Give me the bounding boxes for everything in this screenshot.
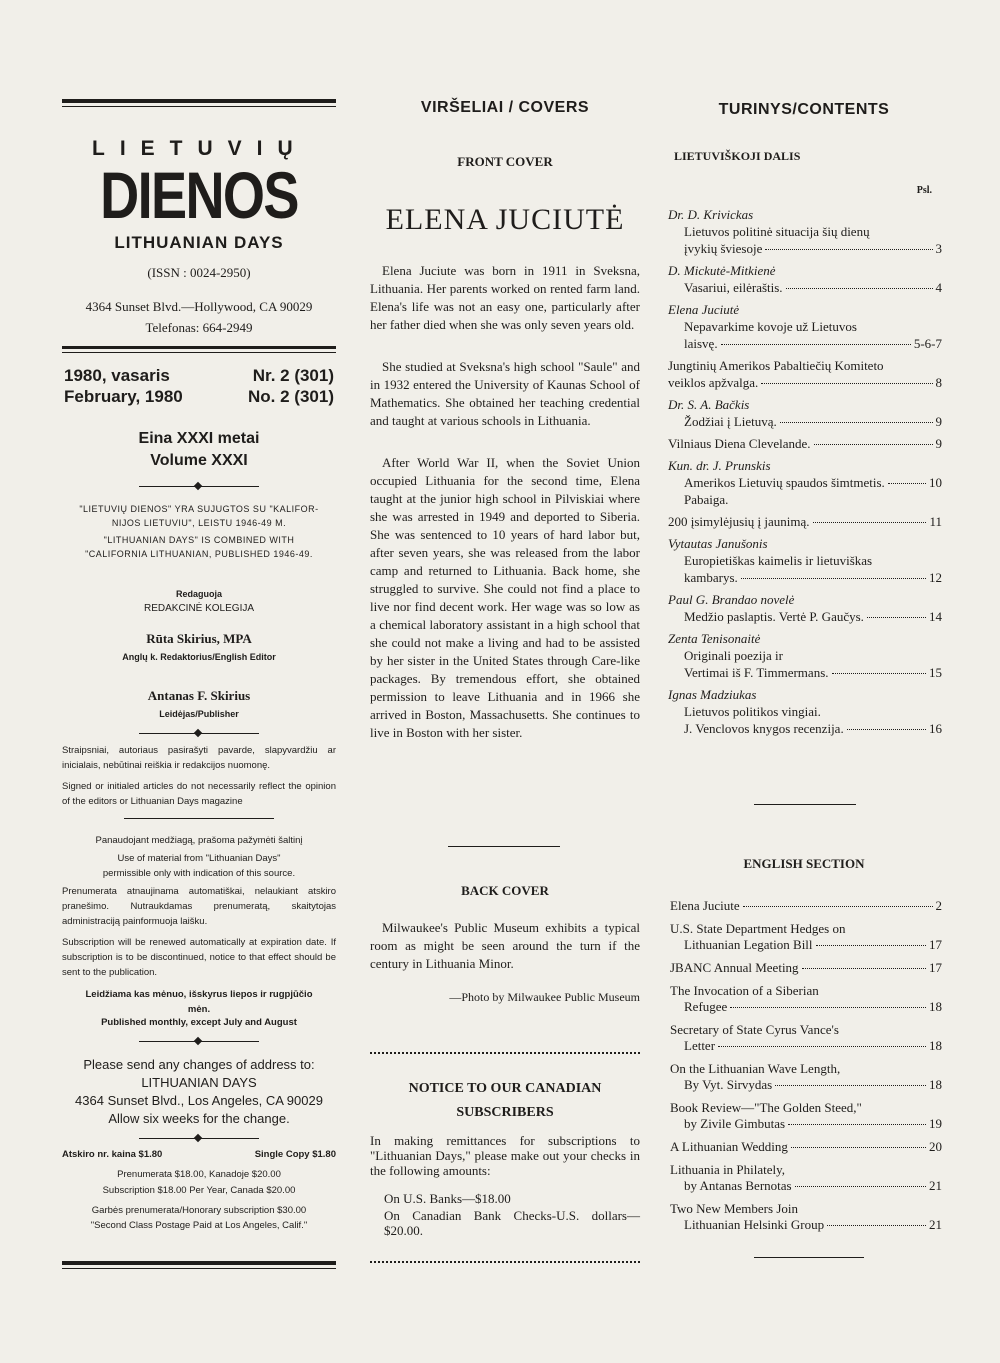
wavy-divider [370, 1052, 640, 1060]
toc-leader [786, 288, 933, 289]
toc-entry [670, 1139, 942, 1155]
toc-entry [668, 686, 942, 737]
subscription-note-en: Subscription will be renewed automatically at expiration date. If subscription is to be discontinued, notice to that effect should be sent to the publication. [62, 937, 336, 978]
divider-ornament [139, 1134, 259, 1144]
toc-row [670, 999, 942, 1015]
toc-page-number: 21 [929, 1178, 942, 1193]
lithuanian-contents-list [668, 206, 942, 742]
toc-row [668, 335, 942, 352]
toc-page-number: 14 [929, 609, 942, 624]
toc-leader [795, 1186, 926, 1187]
toc-leader [730, 1007, 926, 1008]
editor-name: Rūta Skirius, MPA [146, 631, 252, 646]
toc-row [668, 374, 942, 391]
issn: (ISSN : 0024-2950) [147, 265, 251, 280]
toc-title: Medžio paslaptis. Vertė P. Gaučys. [684, 609, 864, 624]
toc-author: Vytautas Janušonis [668, 536, 768, 551]
toc-entry [670, 1061, 942, 1093]
toc-row [670, 937, 942, 953]
toc-leader [816, 945, 926, 946]
toc-title: Lietuvos politikos vingiai. [684, 704, 821, 719]
toc-leader [741, 578, 926, 579]
toc-leader [761, 383, 932, 384]
toc-page-number: 12 [929, 570, 942, 585]
toc-page-number: 8 [935, 375, 942, 390]
covers-column [368, 0, 642, 1363]
toc-title: Elena Juciute [670, 898, 740, 913]
toc-title: Letter [684, 1038, 716, 1053]
toc-page-number: 15 [929, 665, 942, 680]
front-cover-label: FRONT COVER [457, 154, 553, 169]
issue-date-en: February, 1980 [64, 387, 183, 406]
toc-page-number: 17 [929, 960, 942, 975]
toc-leader [780, 422, 933, 423]
toc-page-number: 3 [935, 241, 942, 256]
merger-note-en-1: "LITHUANIAN DAYS" IS COMBINED WITH [103, 535, 295, 545]
page-label: Psl. [916, 185, 932, 196]
toc-leader [718, 1046, 926, 1047]
toc-page-number: 9 [935, 414, 942, 429]
top-rule [62, 99, 336, 103]
notice-text: In making remittances for subscriptions to "Lithuanian Days," please make out your checks in the following amounts: [370, 1133, 640, 1178]
toc-leader [765, 249, 932, 250]
usage-en-1: Use of material from "Lithuanian Days" [117, 853, 281, 864]
editorial-board: REDAKCINĖ KOLEGIJA [143, 603, 255, 614]
published-monthly-lt: Leidžiama kas mėnuo, išskyrus liepos ir rugpjūčio mėn. [85, 989, 313, 1015]
toc-row [670, 898, 942, 914]
front-cover-paragraph-3: After World War II, when the Soviet Union occupied Lithuania for the second time, Elena taught at the junior high school in Pilviskiai where she was arrested in 1949 and deported to Siberia. She was sentenced to 10 years of hard labor but, after seven years, she was released from the labor camp and returned to Lithuania. Back home, she struggled to survive. She could not find a place to live nor find decent work. Her wage was so low as a chemical laboratory assistant in a high school that she could not make a living and had to be assisted by her sister in the United States through Care-like packages. By tremendous effort, she obtained permission to leave Lithuania and in 1966 she arrived in Boston, Massachusetts. She continues to live in Boston with her sister. [370, 455, 640, 740]
divider-ornament [139, 1037, 259, 1047]
toc-author: Dr. D. Krivickas [668, 207, 754, 222]
toc-row [668, 569, 942, 586]
toc-page-number: 18 [929, 1038, 942, 1053]
english-contents-list [670, 898, 942, 1240]
toc-entry [668, 535, 942, 586]
toc-title: Lithuanian Helsinki Group [684, 1217, 825, 1232]
toc-title: Refugee [684, 999, 728, 1014]
notice-canada-amount: On Canadian Bank Checks-U.S. dollars—$20.00. [384, 1208, 640, 1238]
toc-title: By Vyt. Sirvydas [684, 1077, 773, 1092]
toc-page-number: 11 [929, 514, 942, 529]
toc-title: Jungtinių Amerikos Pabaltiečių Komiteto [668, 358, 884, 373]
toc-page-number: 2 [935, 898, 942, 913]
toc-page-number: 19 [929, 1116, 942, 1131]
toc-leader [888, 483, 926, 484]
contents-heading: TURINYS/CONTENTS [718, 101, 890, 118]
toc-author: Elena Juciutė [668, 302, 740, 317]
section-rule [124, 818, 274, 819]
notice-title-1: NOTICE TO OUR CANADIAN [408, 1081, 602, 1096]
toc-row [668, 608, 942, 625]
toc-page-number: 16 [929, 721, 942, 736]
front-cover-paragraph-2: She studied at Sveksna's high school "Saule" and in 1932 entered the University of Kaunas School of Mathematics. She obtained her teaching credential and taught at various schools in Lithuania. [370, 359, 640, 428]
toc-author: Ignas Madziukas [668, 687, 757, 702]
toc-title: veiklos apžvalga. [668, 375, 759, 390]
toc-title: by Zivile Gimbutas [684, 1116, 786, 1131]
brand-small: LIETUVIŲ [92, 137, 308, 160]
toc-title: Lithuania in Philately, [670, 1162, 786, 1177]
toc-title: U.S. State Department Hedges on [670, 921, 846, 936]
single-copy-lt: Atskiro nr. kaina $1.80 [62, 1149, 163, 1160]
toc-row [670, 1139, 942, 1155]
toc-title: Amerikos Lietuvių spaudos šimtmetis. [684, 475, 885, 490]
front-cover-title: ELENA JUCIUTĖ [385, 203, 625, 236]
publisher-name: Antanas F. Skirius [147, 688, 251, 703]
toc-title: On the Lithuanian Wave Length, [670, 1061, 841, 1076]
toc-leader [775, 1085, 926, 1086]
toc-author: Zenta Tenisonaitė [668, 631, 761, 646]
toc-entry [670, 921, 942, 953]
toc-entry [670, 1022, 942, 1054]
toc-leader [814, 444, 933, 445]
english-section-label: ENGLISH SECTION [743, 856, 865, 871]
address-change-2: LITHUANIAN DAYS [141, 1075, 257, 1090]
section-rule [448, 846, 560, 847]
toc-title: Book Review—"The Golden Steed," [670, 1100, 862, 1115]
back-cover-label: BACK COVER [461, 883, 549, 898]
divider-ornament [139, 482, 259, 492]
toc-page-number: 4 [935, 280, 942, 295]
usage-en-2: permissible only with indication of this source. [102, 868, 296, 879]
subscription-price-en: Subscription $18.00 Per Year, Canada $20.00 [102, 1185, 296, 1196]
toc-title: Europietiškas kaimelis ir lietuviškas [684, 553, 873, 568]
divider-ornament [139, 729, 259, 739]
merger-note-lt-2: NIJOS LIETUVIU", LEISTU 1946-49 M. [111, 518, 287, 528]
toc-title: 200 įsimylėjusių į jaunimą. [668, 514, 810, 529]
issue-rule-top [62, 346, 336, 349]
toc-row [668, 240, 942, 257]
issue-number-lt: Nr. 2 (301) [252, 366, 334, 385]
toc-title: J. Venclovos knygos recenzija. [684, 721, 844, 736]
toc-row [670, 960, 942, 976]
section-rule [754, 804, 856, 805]
toc-entry [668, 262, 942, 296]
toc-page-number: 10 [929, 475, 942, 490]
bottom-rule-thin [62, 1268, 336, 1269]
toc-entry [670, 983, 942, 1015]
toc-leader [813, 522, 927, 523]
toc-title: by Antanas Bernotas [684, 1178, 792, 1193]
issue-line-en [64, 386, 334, 407]
front-cover-paragraph-1: Elena Juciute was born in 1911 in Sveksna, Lithuania. Her parents worked on rented farm land. Elena's life was not an easy one, particularly after her father died when she was only seven years old. [370, 263, 640, 332]
toc-leader [847, 729, 926, 730]
issue-number-en: No. 2 (301) [248, 387, 334, 406]
lithuanian-section-label: LIETUVIŠKOJI DALIS [674, 149, 801, 163]
subscription-note-lt: Prenumerata atnaujinama automatiškai, nelaukiant atskiro pranešimo. Nutraukdamas prenumeratą, skaitytojas administraciją painformuoja laišku. [62, 886, 336, 927]
toc-entry [668, 591, 942, 625]
toc-row [668, 279, 942, 296]
contents-column [666, 0, 942, 1363]
toc-leader [867, 617, 926, 618]
toc-title: Originali poezija ir [684, 648, 783, 663]
toc-page-number: 18 [929, 999, 942, 1014]
toc-page-number: 5-6-7 [913, 336, 942, 351]
masthead-address: 4364 Sunset Blvd.—Hollywood, CA 90029 [85, 299, 313, 314]
toc-title: Žodžiai į Lietuvą. [684, 414, 777, 429]
toc-page-number: 20 [929, 1139, 942, 1154]
toc-entry [668, 630, 942, 681]
toc-title: Pabaiga. [684, 492, 729, 507]
toc-author: Paul G. Brandao novelė [668, 592, 795, 607]
toc-title: Two New Members Join [670, 1201, 798, 1216]
brand-logo-dienos: DIENOS [100, 158, 298, 232]
brand-subtitle: LITHUANIAN DAYS [114, 233, 284, 252]
issue-rule-top-thin [62, 352, 336, 353]
toc-title: Vilniaus Diena Clevelande. [668, 436, 811, 451]
toc-page-number: 9 [935, 436, 942, 451]
toc-title: Lietuvos politinė situacija šių dienų [684, 224, 870, 239]
toc-title: Vasariui, eilėraštis. [684, 280, 783, 295]
toc-title: A Lithuanian Wedding [670, 1139, 788, 1154]
toc-leader [802, 968, 926, 969]
section-rule [754, 1257, 864, 1258]
toc-title: kambarys. [684, 570, 738, 585]
toc-author: D. Mickutė-Mitkienė [668, 263, 776, 278]
toc-entry [668, 357, 942, 391]
address-change-4: Allow six weeks for the change. [108, 1111, 290, 1126]
toc-entry [670, 1162, 942, 1194]
notice-title-2: SUBSCRIBERS [456, 1105, 554, 1120]
toc-entry [668, 513, 942, 530]
address-change-3: 4364 Sunset Blvd., Los Angeles, CA 90029 [75, 1093, 323, 1108]
toc-row [668, 513, 942, 530]
toc-leader [827, 1225, 926, 1226]
toc-title: The Invocation of a Siberian [670, 983, 819, 998]
toc-entry [670, 1100, 942, 1132]
toc-leader [721, 344, 911, 345]
toc-entry [668, 301, 942, 352]
editor-role: Anglų k. Redaktorius/English Editor [122, 652, 276, 662]
toc-leader [832, 673, 927, 674]
toc-row [668, 413, 942, 430]
published-monthly-en: Published monthly, except July and August [101, 1017, 297, 1028]
single-copy-price [62, 1147, 336, 1162]
bottom-rule [62, 1261, 336, 1265]
usage-lt: Panaudojant medžiagą, prašoma pažymėti šaltinį [95, 835, 303, 846]
toc-page-number: 21 [929, 1217, 942, 1232]
masthead-column [62, 0, 336, 1363]
photo-credit: —Photo by Milwaukee Public Museum [449, 990, 640, 1004]
single-copy-en: Single Copy $1.80 [254, 1149, 336, 1160]
toc-entry [670, 960, 942, 976]
toc-title: Lithuanian Legation Bill [684, 937, 813, 952]
toc-entry [668, 435, 942, 452]
toc-row [670, 1217, 942, 1233]
volume-en: Volume XXXI [150, 452, 248, 469]
toc-row [668, 720, 942, 737]
merger-note-lt-1: "LIETUVIŲ DIENOS" YRA SUJUGTOS SU "KALIFOR- [79, 504, 319, 514]
top-rule-thin [62, 106, 336, 107]
toc-row [668, 664, 942, 681]
publisher-role: Leidėjas/Publisher [159, 709, 239, 719]
toc-author: Kun. dr. J. Prunskis [668, 458, 771, 473]
toc-author: Dr. S. A. Bačkis [668, 397, 750, 412]
issue-date-lt: 1980, vasaris [64, 366, 170, 385]
address-change-1: Please send any changes of address to: [83, 1057, 315, 1072]
toc-row [668, 435, 942, 452]
toc-row [670, 1038, 942, 1054]
merger-note-en-2: "CALIFORNIA LITHUANIAN, PUBLISHED 1946-49. [85, 549, 313, 559]
toc-title: įvykių šviesoje [684, 241, 763, 256]
toc-entry [668, 206, 942, 257]
toc-entry [668, 457, 942, 508]
masthead-phone: Telefonas: 664-2949 [145, 320, 253, 335]
toc-entry [670, 898, 942, 914]
edits-label: Redaguoja [175, 589, 222, 599]
volume-lt: Eina XXXI metai [138, 430, 260, 447]
postage-note: "Second Class Postage Paid at Los Angeles, Calif." [90, 1220, 308, 1231]
honorary-subscription: Garbės prenumerata/Honorary subscription $30.00 [91, 1205, 307, 1216]
covers-heading: VIRŠELIAI / COVERS [420, 99, 590, 116]
toc-leader [791, 1147, 926, 1148]
disclaimer-en: Signed or initialed articles do not necessarily reflect the opinion of the editors or Lithuanian Days magazine [62, 781, 336, 807]
toc-title: Nepavarkime kovoje už Lietuvos [684, 319, 857, 334]
notice-us-amount: On U.S. Banks—$18.00 [384, 1191, 511, 1206]
toc-title: laisvę. [684, 336, 718, 351]
issue-line-lt [64, 365, 334, 386]
subscription-price-lt: Prenumerata $18.00, Kanadoje $20.00 [117, 1169, 281, 1180]
toc-row [670, 1178, 942, 1194]
toc-row [670, 1077, 942, 1093]
toc-page-number: 18 [929, 1077, 942, 1092]
toc-row [668, 474, 942, 491]
toc-title: Vertimai iš F. Timmermans. [684, 665, 829, 680]
toc-entry [668, 396, 942, 430]
toc-row [670, 1116, 942, 1132]
toc-leader [743, 906, 933, 907]
disclaimer-lt: Straipsniai, autoriaus pasirašyti pavarde, slapyvardžiu ar inicialais, nebūtinai reiškia ir redakcijos nuomonę. [62, 745, 336, 771]
toc-title: Secretary of State Cyrus Vance's [670, 1022, 839, 1037]
back-cover-text: Milwaukee's Public Museum exhibits a typical room as might be seen around the turn if the century in Lithuania Minor. [370, 920, 640, 971]
toc-page-number: 17 [929, 937, 942, 952]
toc-title: JBANC Annual Meeting [670, 960, 799, 975]
wavy-divider [370, 1261, 640, 1269]
toc-entry [670, 1201, 942, 1233]
toc-leader [788, 1124, 926, 1125]
